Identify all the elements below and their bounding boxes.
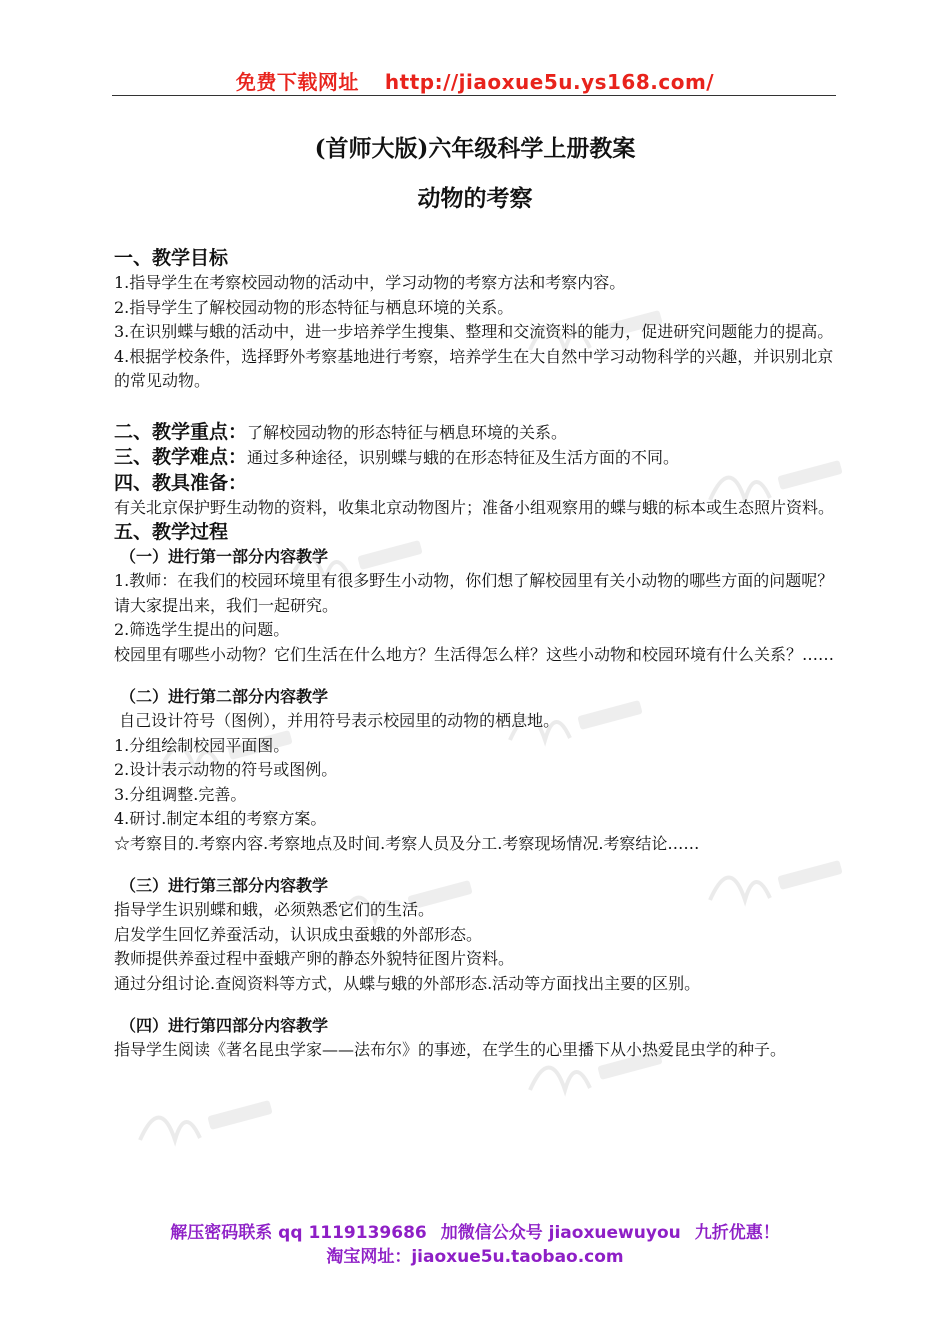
- part-line: 启发学生回忆养蚕活动，认识成虫蚕蛾的外部形态。: [114, 924, 483, 944]
- footer-password-contact: 解压密码联系 qq 1119139686: [170, 1223, 427, 1243]
- materials-text: 有关北京保护野生动物的资料，收集北京动物图片；准备小组观察用的蝶与蛾的标本或生态照片资料。: [114, 497, 835, 517]
- objective-item: 2.指导学生了解校园动物的形态特征与栖息环境的关系。: [114, 297, 514, 317]
- part-line: 指导学生阅读《著名昆虫学家——法布尔》的事迹，在学生的心里播下从小热爱昆虫学的种子。: [114, 1040, 787, 1059]
- part-line: 指导学生识别蝶和蛾，必须熟悉它们的生活。: [114, 900, 435, 919]
- part-heading: （四）进行第四部分内容教学: [120, 1016, 329, 1035]
- download-url-link[interactable]: http://jiaoxue5u.ys168.com/: [384, 70, 715, 94]
- objective-item: 3.在识别蝶与蛾的活动中，进一步培养学生搜集、整理和交流资料的能力，促进研究问题能力的提高。: [114, 322, 834, 341]
- part-heading: （一）进行第一部分内容教学: [120, 547, 329, 566]
- section-heading-materials: 四、教具准备：: [114, 471, 248, 494]
- footer-wechat: 加微信公众号 jiaoxuewuyou: [440, 1223, 681, 1243]
- part-line: 3.分组调整.完善。: [114, 784, 247, 804]
- document-subtitle: 动物的考察: [417, 185, 533, 212]
- objective-item: 4.根据学校条件，选择野外考察基地进行考察，培养学生在大自然中学习动物科学的兴趣，并识别北京的常见动物。: [114, 346, 834, 390]
- footer-taobao-link[interactable]: 淘宝网址：jiaoxue5u.taobao.com: [326, 1247, 624, 1267]
- part-heading: （二）进行第二部分内容教学: [120, 687, 329, 706]
- document-title: (首师大版)六年级科学上册教案: [314, 135, 636, 162]
- part-line: 1.教师：在我们的校园环境里有很多野生小动物，你们想了解校园里有关小动物的哪些方面的问题呢？请大家提出来，我们一起研究。: [114, 571, 834, 615]
- part-line: 校园里有哪些小动物？它们生活在什么地方？生活得怎么样？这些小动物和校园环境有什么关系？……: [114, 644, 835, 664]
- part-line: 2.筛选学生提出的问题。: [114, 620, 290, 639]
- header-divider: [112, 95, 836, 96]
- part-line: 4.研讨.制定本组的考察方案。: [114, 809, 327, 828]
- footer-discount: 九折优惠！: [694, 1223, 780, 1243]
- part-line: 2.设计表示动物的符号或图例。: [114, 760, 338, 779]
- section-heading-difficulty: 三、教学难点：: [114, 446, 248, 468]
- section-heading-objectives: 一、教学目标: [114, 247, 229, 269]
- part-line: ☆考察目的.考察内容.考察地点及时间.考察人员及分工.考察现场情况.考察结论……: [114, 833, 700, 853]
- footer-contact-line: [0, 1218, 950, 1243]
- part-line: 通过分组讨论.查阅资料等方式，从蝶与蛾的外部形态.活动等方面找出主要的区别。: [114, 973, 701, 993]
- section-heading-process: 五、教学过程: [114, 521, 229, 543]
- lesson-plan-body: [114, 246, 838, 1063]
- difficulty-text: 通过多种途径，识别蝶与蛾的在形态特征及生活方面的不同。: [247, 448, 680, 467]
- part-line: 教师提供养蚕过程中蚕蛾产卵的静态外貌特征图片资料。: [114, 949, 515, 968]
- objective-item: 1.指导学生在考察校园动物的活动中，学习动物的考察方法和考察内容。: [114, 273, 626, 292]
- key-point-line: [114, 420, 838, 446]
- difficulty-line: [114, 445, 838, 471]
- part-heading: （三）进行第三部分内容教学: [120, 876, 329, 895]
- download-header: [0, 66, 950, 95]
- part-line: 自己设计符号（图例），并用符号表示校园里的动物的栖息地。: [114, 711, 560, 730]
- watermark-logo-icon: [130, 1090, 280, 1150]
- key-point-text: 了解校园动物的形态特征与栖息环境的关系。: [247, 422, 568, 442]
- part-line: 1.分组绘制校园平面图。: [114, 735, 290, 755]
- download-label: 免费下载网址: [235, 70, 359, 94]
- section-heading-key-point: 二、教学重点：: [114, 420, 248, 443]
